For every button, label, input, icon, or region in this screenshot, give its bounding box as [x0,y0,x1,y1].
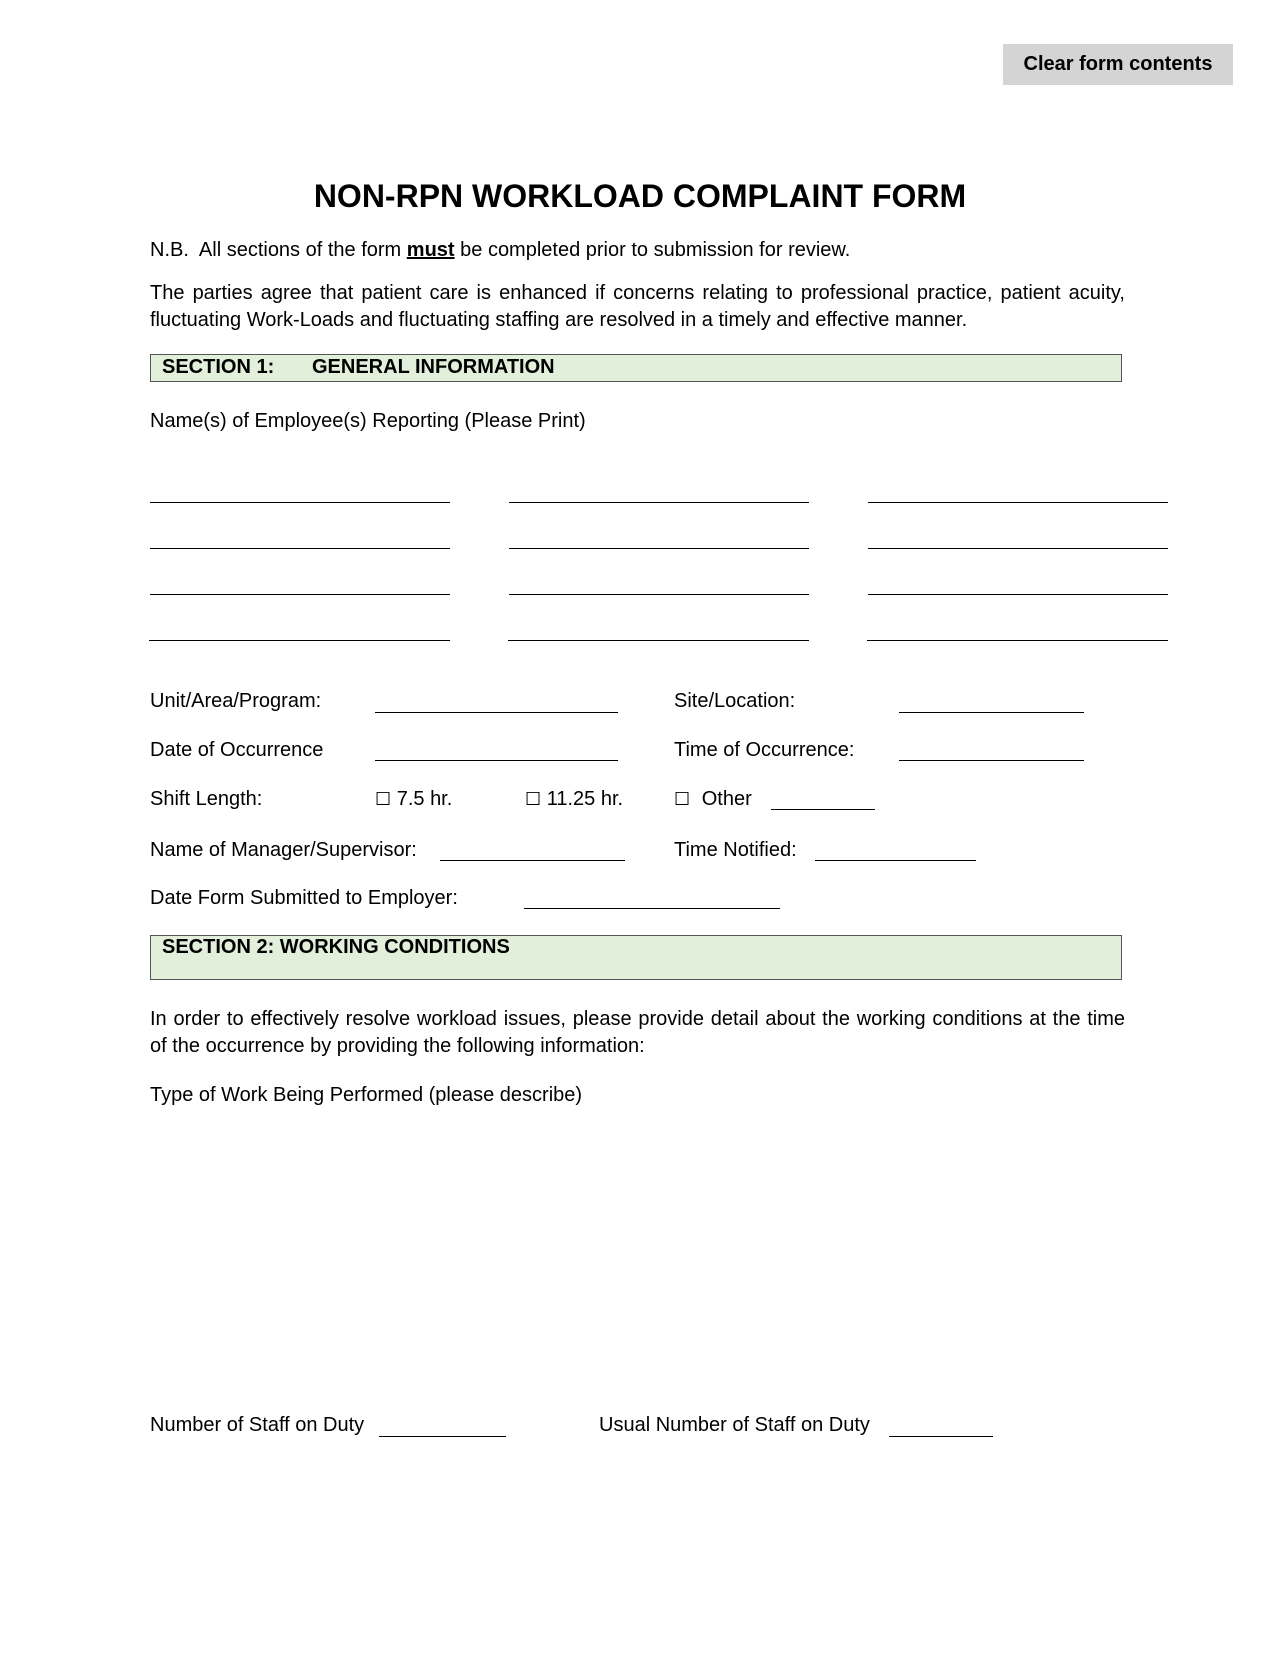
time-notified-field[interactable] [815,860,976,861]
employee-name-line[interactable] [150,594,450,595]
unit-field[interactable] [375,712,618,713]
checkbox-icon[interactable]: ☐ [674,789,691,810]
clear-form-button[interactable]: Clear form contents [1003,44,1233,85]
section-2-intro: In order to effectively resolve workload issues, please provide detail about the working conditions at the time of the occurrence by providing the following information: [150,1008,1125,1057]
shift-option-7-5[interactable] [375,787,452,812]
unit-label: Unit/Area/Program: [150,690,322,712]
date-occurrence-label: Date of Occurrence [150,739,324,761]
employee-name-line[interactable] [867,640,1168,641]
section-2-header [150,935,1122,980]
shift-option-label: 7.5 hr. [396,788,453,810]
time-occurrence-field[interactable] [899,760,1084,761]
checkbox-icon[interactable]: ☐ [375,789,392,810]
shift-option-label: Other [701,788,752,810]
staff-on-duty-label: Number of Staff on Duty [150,1414,365,1436]
date-submitted-field[interactable] [524,908,780,909]
section-1-header [150,354,1122,382]
shift-other-field[interactable] [771,809,875,810]
employee-name-line[interactable] [868,502,1168,503]
employee-name-line[interactable] [868,594,1168,595]
intro-paragraph: The parties agree that patient care is enhanced if concerns relating to professional practice, patient acuity, fluctuating Work-Loads and fluctuating staffing are resolved in a timely and effective manner. [150,282,1125,331]
site-label: Site/Location: [674,690,796,712]
employee-name-line[interactable] [509,594,809,595]
nb-prefix: N.B. All sections of the form [150,239,407,261]
manager-field[interactable] [440,860,625,861]
employee-name-line[interactable] [149,640,450,641]
site-field[interactable] [899,712,1084,713]
staff-on-duty-field[interactable] [379,1436,506,1437]
usual-staff-field[interactable] [889,1436,993,1437]
employee-name-line[interactable] [868,548,1168,549]
employees-label: Name(s) of Employee(s) Reporting (Please Print) [150,410,586,432]
section-1-title: GENERAL INFORMATION [312,356,555,378]
employee-name-line[interactable] [509,548,809,549]
section-1-number: SECTION 1: [162,356,275,378]
section-2-title: SECTION 2: WORKING CONDITIONS [162,936,510,958]
date-occurrence-field[interactable] [375,760,618,761]
date-submitted-label: Date Form Submitted to Employer: [150,887,458,909]
manager-label: Name of Manager/Supervisor: [150,839,417,861]
employee-name-line[interactable] [508,640,809,641]
employee-name-line[interactable] [150,548,450,549]
usual-staff-label: Usual Number of Staff on Duty [599,1414,870,1436]
employee-name-line[interactable] [150,502,450,503]
time-occurrence-label: Time of Occurrence: [674,739,855,761]
shift-option-label: 11.25 hr. [546,788,624,810]
nb-suffix: be completed prior to submission for review. [454,239,851,261]
nb-emphasis: must [406,239,455,261]
shift-option-11-25[interactable] [525,787,623,812]
checkbox-icon[interactable]: ☐ [525,789,542,810]
work-type-area[interactable] [150,1112,1125,1362]
form-title: NON-RPN WORKLOAD COMPLAINT FORM [313,178,967,214]
shift-option-other[interactable] [674,787,752,812]
time-notified-label: Time Notified: [674,839,797,861]
nb-note [150,238,850,262]
work-type-label: Type of Work Being Performed (please describe) [150,1084,583,1106]
employee-name-line[interactable] [509,502,809,503]
shift-length-label: Shift Length: [150,788,263,810]
